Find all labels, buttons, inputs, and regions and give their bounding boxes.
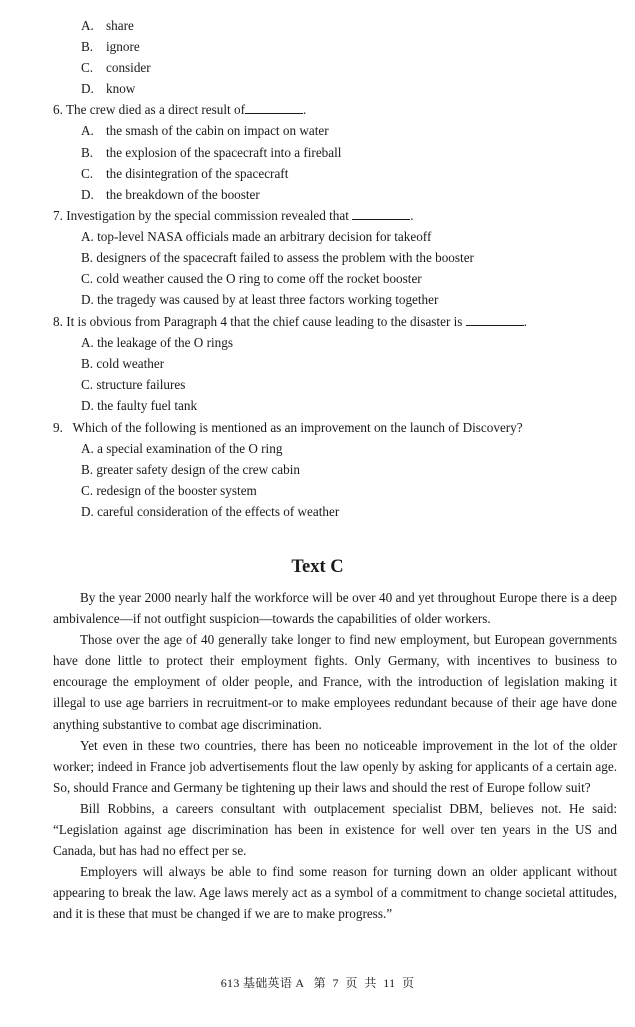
q9-option-d: D. careful consideration of the effects of weather [81,504,340,519]
q6-stem: 6. The crew died as a direct result of . [53,102,307,117]
answer-blank [352,208,410,220]
q5-option-d: D. know [81,81,136,96]
q8-stem: 8. It is obvious from Paragraph 4 that the chief cause leading to the disaster is . [53,314,528,329]
q7-option-a: A. top-level NASA officials made an arbitrary decision for takeoff [81,229,432,244]
q5-option-c: C. consider [81,60,151,75]
answer-blank [245,102,303,114]
passage-paragraph-4: Bill Robbins, a careers consultant with outplacement specialist DBM, believes not. He said: “Legislation against age discrimination has been in existence for well over ten years in the US and Canada, but has had no effect per se. [53,800,617,859]
passage-paragraph-2: Those over the age of 40 generally take longer to find new employment, but European governments have done little to protect their employment fights. Only Germany, with incentives to business to encourage the employment of older people, and France, with the introduction of legislation making it illegal to use age barriers in recruitment-or to make employees redundant because of their age have done anything substantive to combat age discrimination. [53,632,617,732]
q9-option-a: A. a special examination of the O ring [81,441,283,456]
q9-option-c: C. redesign of the booster system [81,483,257,498]
passage-paragraph-1: By the year 2000 nearly half the workforce will be over 40 and yet throughout Europe there is a deep ambivalence—if not outfight suspicion—towards the capabilities of older workers. [53,590,617,627]
q8-option-a: A. the leakage of the O rings [81,335,233,350]
q8-option-c: C. structure failures [81,377,186,392]
q5-option-a: A. share [81,18,134,33]
passage [53,587,617,925]
q7-option-b: B. designers of the spacecraft failed to assess the problem with the booster [81,250,474,265]
q6-option-a: A. the smash of the cabin on impact on water [81,123,329,138]
q9-option-b: B. greater safety design of the crew cabin [81,462,300,477]
answer-blank [466,314,524,326]
section-title: Text C [291,557,344,577]
page-footer: 613 基础英语 A 第 7 页 共 11 页 [220,976,415,990]
q6-option-b: B. the explosion of the spacecraft into a fireball [81,145,342,160]
q8-option-d: D. the faulty fuel tank [81,398,198,413]
q6-option-d: D. the breakdown of the booster [81,187,260,202]
passage-paragraph-3: Yet even in these two countries, there has been no noticeable improvement in the lot of the older worker; indeed in France job advertisements flout the law openly by asking for applicants of a certain age. So, should France and Germany be tightening up their laws and should the rest of Europe follow suit? [53,737,617,795]
q5-option-b: B. ignore [81,39,140,54]
q6-option-c: C. the disintegration of the spacecraft [81,166,289,181]
q9-stem: 9. Which of the following is mentioned as an improvement on the launch of Discovery? [53,420,523,435]
passage-paragraph-5: Employers will always be able to find some reason for turning down an older applicant without appearing to break the law. Age laws merely act as a symbol of a commitment to change societal attitudes, and it is these that must be changed if we are to make progress.” [53,864,617,922]
q7-stem: 7. Investigation by the special commission revealed that . [53,208,414,223]
q7-option-d: D. the tragedy was caused by at least three factors working together [81,292,439,307]
q8-option-b: B. cold weather [81,356,165,371]
q7-option-c: C. cold weather caused the O ring to come off the rocket booster [81,271,422,286]
